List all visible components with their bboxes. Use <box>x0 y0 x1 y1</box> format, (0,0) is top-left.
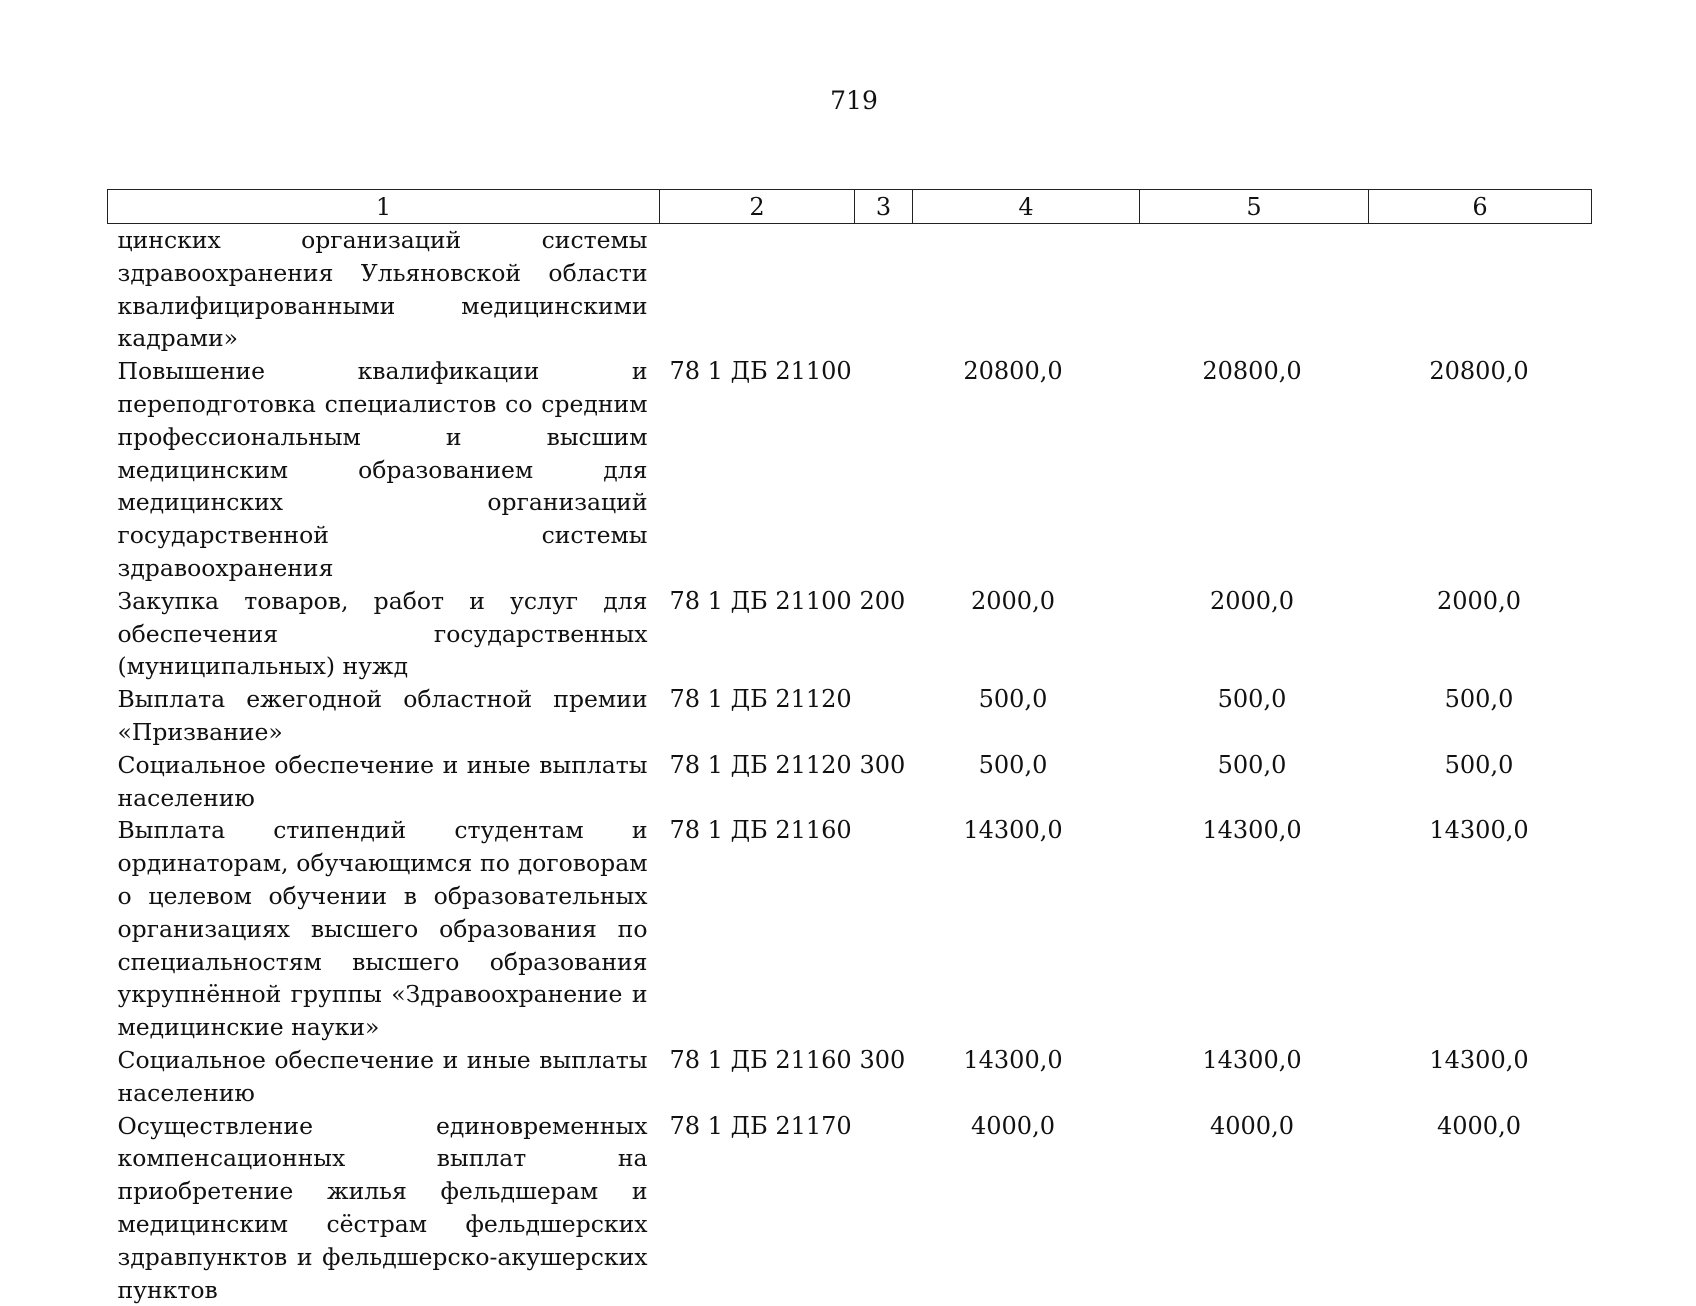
table-row <box>108 1044 1592 1110</box>
amount-col5: 500,0 <box>1140 683 1369 749</box>
item-name: Закупка товаров, работ и услуг для обеспечения государственных (муниципальных) нужд <box>108 585 660 683</box>
amount-col6: 14300,0 <box>1369 814 1592 1044</box>
table-row <box>108 814 1592 1044</box>
amount-col5 <box>1140 224 1369 356</box>
item-name: Осуществление единовременных компенсационных выплат на приобретение жилья фельдшерам и медицинским сёстрам фельдшерских здравпунктов и фельдшерско-акушерских пунктов <box>108 1110 660 1306</box>
amount-col6: 500,0 <box>1369 749 1592 815</box>
target-code: 78 1 ДБ 21100 <box>660 585 855 683</box>
header-cell: 2 <box>660 190 855 224</box>
expense-type <box>855 355 913 585</box>
amount-col5: 500,0 <box>1140 749 1369 815</box>
item-name: Повышение квалификации и переподготовка специалистов со средним профессиональным и высшим медицинским образованием для медицинских организаций государственной системы здравоохранения <box>108 355 660 585</box>
target-code <box>660 224 855 356</box>
target-code: 78 1 ДБ 21120 <box>660 683 855 749</box>
item-name: Социальное обеспечение и иные выплаты населению <box>108 749 660 815</box>
target-code: 78 1 ДБ 21100 <box>660 355 855 585</box>
amount-col6: 2000,0 <box>1369 585 1592 683</box>
amount-col6: 20800,0 <box>1369 355 1592 585</box>
header-cell: 4 <box>913 190 1140 224</box>
table-row <box>108 683 1592 749</box>
amount-col4: 4000,0 <box>913 1110 1140 1306</box>
amount-col5: 2000,0 <box>1140 585 1369 683</box>
target-code: 78 1 ДБ 21170 <box>660 1110 855 1306</box>
table-row <box>108 355 1592 585</box>
amount-col6: 14300,0 <box>1369 1044 1592 1110</box>
table-body <box>108 224 1592 1306</box>
amount-col6: 4000,0 <box>1369 1110 1592 1306</box>
budget-table <box>107 189 1592 1306</box>
amount-col6 <box>1369 224 1592 356</box>
item-name: Выплата стипендий студентам и ординаторам, обучающимся по договорам о целевом обучении в образовательных организациях высшего образования по специальностям высшего образования укрупнённой группы «Здравоохранение и медицинские науки» <box>108 814 660 1044</box>
table-row <box>108 585 1592 683</box>
amount-col4: 500,0 <box>913 683 1140 749</box>
expense-type: 200 <box>855 585 913 683</box>
amount-col4: 14300,0 <box>913 814 1140 1044</box>
page-number-text: 719 <box>830 86 878 115</box>
expense-type: 300 <box>855 1044 913 1110</box>
item-name: Выплата ежегодной областной премии «Призвание» <box>108 683 660 749</box>
target-code: 78 1 ДБ 21120 <box>660 749 855 815</box>
table-row <box>108 224 1592 356</box>
header-cell: 1 <box>108 190 660 224</box>
amount-col4 <box>913 224 1140 356</box>
item-name: цинских организаций системы здравоохранения Ульяновской области квалифицированными медицинскими кадрами» <box>108 224 660 356</box>
header-row <box>108 190 1592 224</box>
target-code: 78 1 ДБ 21160 <box>660 814 855 1044</box>
expense-type <box>855 224 913 356</box>
item-name: Социальное обеспечение и иные выплаты населению <box>108 1044 660 1110</box>
page-number <box>0 86 1696 115</box>
amount-col5: 14300,0 <box>1140 1044 1369 1110</box>
expense-type: 300 <box>855 749 913 815</box>
expense-type <box>855 683 913 749</box>
amount-col4: 2000,0 <box>913 585 1140 683</box>
amount-col5: 20800,0 <box>1140 355 1369 585</box>
table-header <box>108 190 1592 224</box>
header-cell: 5 <box>1140 190 1369 224</box>
table-row <box>108 1110 1592 1306</box>
expense-type <box>855 1110 913 1306</box>
amount-col4: 20800,0 <box>913 355 1140 585</box>
header-cell: 6 <box>1369 190 1592 224</box>
table-row <box>108 749 1592 815</box>
amount-col6: 500,0 <box>1369 683 1592 749</box>
target-code: 78 1 ДБ 21160 <box>660 1044 855 1110</box>
header-cell: 3 <box>855 190 913 224</box>
amount-col4: 500,0 <box>913 749 1140 815</box>
amount-col5: 4000,0 <box>1140 1110 1369 1306</box>
amount-col4: 14300,0 <box>913 1044 1140 1110</box>
expense-type <box>855 814 913 1044</box>
amount-col5: 14300,0 <box>1140 814 1369 1044</box>
